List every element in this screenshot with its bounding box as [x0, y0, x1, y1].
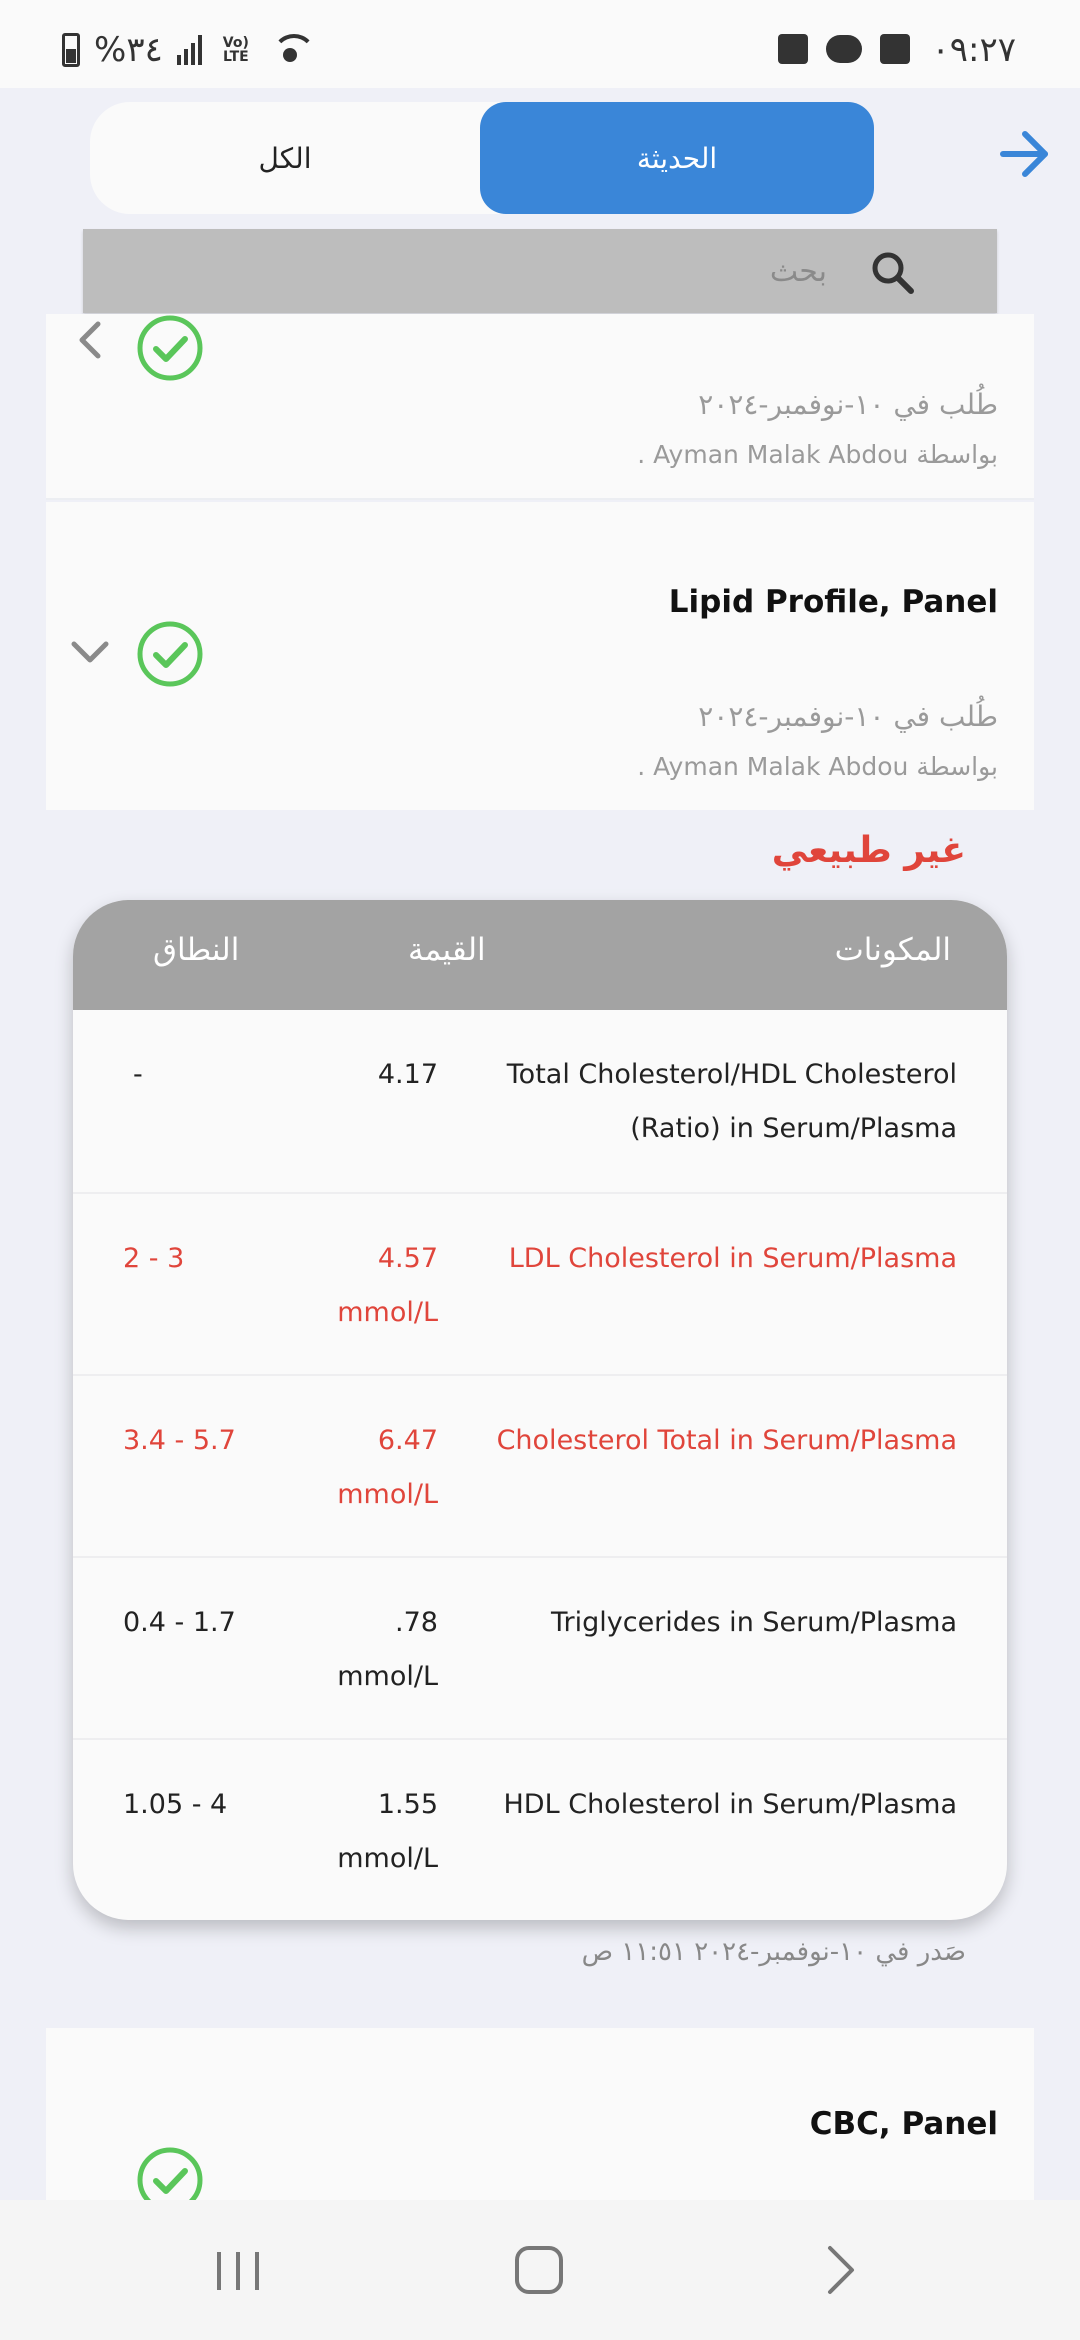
component-cell: Triglycerides in Serum/Plasma	[550, 1607, 957, 1638]
results-table	[73, 900, 1007, 1920]
signal-icon	[177, 35, 202, 65]
component-cell: LDL Cholesterol in Serum/Plasma	[508, 1243, 957, 1274]
wifi-icon	[270, 34, 314, 66]
search-icon[interactable]	[869, 249, 915, 295]
tab-all[interactable]: الكل	[258, 141, 312, 175]
range-cell: 2 - 3	[123, 1243, 185, 1274]
task-check-icon	[880, 34, 910, 64]
ordered-by: بواسطة Ayman Malak Abdou .	[637, 440, 998, 469]
arrow-right-icon	[995, 124, 1055, 184]
order-card-lipid[interactable]	[46, 502, 1034, 810]
filter-tabs	[90, 102, 874, 214]
message-icon	[826, 35, 862, 63]
component-cell: Total Cholesterol/HDL Cholesterol (Ratio) in Serum/Plasma	[506, 1059, 957, 1144]
value-cell: 4.57 mmol/L	[337, 1243, 438, 1328]
range-cell: -	[133, 1059, 143, 1090]
abnormal-label: غير طبيعي	[771, 830, 966, 871]
gallery-icon	[778, 34, 808, 64]
table-row	[73, 1738, 1007, 1920]
order-date: طُلب في ١٠-نوفمبر-٢٠٢٤	[698, 388, 998, 421]
value-cell: 4.17	[377, 1059, 438, 1090]
check-circle-icon	[136, 620, 204, 688]
issued-date: صَدر في ١٠-نوفمبر-٢٠٢٤ ١١:٥١ ص	[581, 1937, 966, 1967]
status-left-icons	[62, 30, 314, 70]
table-row	[73, 1374, 1007, 1556]
system-nav-bar	[0, 2200, 1080, 2340]
test-name: Lipid Profile, Panel	[668, 584, 998, 620]
order-date: طُلب في ١٠-نوفمبر-٢٠٢٤	[698, 700, 998, 733]
battery-level: %٣٤	[94, 30, 163, 70]
table-header	[73, 900, 1007, 1010]
check-circle-icon	[136, 314, 204, 382]
value-cell: .78 mmol/L	[337, 1607, 438, 1692]
recent-apps-icon[interactable]	[203, 2240, 273, 2300]
search-input[interactable]	[427, 247, 827, 295]
range-cell: 3.4 - 5.7	[123, 1425, 236, 1456]
header-component: المكونات	[834, 932, 951, 968]
status-right-icons	[778, 34, 910, 64]
table-row	[73, 1192, 1007, 1374]
component-cell: Cholesterol Total in Serum/Plasma	[496, 1425, 957, 1456]
status-time: ٠٩:٢٧	[931, 30, 1016, 70]
lte-indicator: Vo) LTE	[222, 35, 249, 65]
chevron-down-icon[interactable]	[70, 632, 110, 672]
status-bar	[0, 0, 1080, 88]
order-card[interactable]	[46, 314, 1034, 500]
chevron-left-icon[interactable]	[70, 320, 110, 360]
table-row	[73, 1556, 1007, 1738]
search-bar	[83, 229, 997, 313]
battery-icon	[62, 33, 80, 67]
test-name: CBC, Panel	[809, 2106, 998, 2142]
header-range: النطاق	[153, 932, 240, 968]
header-value: القيمة	[408, 932, 486, 968]
value-cell: 6.47 mmol/L	[337, 1425, 438, 1510]
back-nav-icon[interactable]	[806, 2240, 876, 2300]
tab-recent[interactable]: الحديثة	[480, 102, 874, 214]
table-row	[73, 1010, 1007, 1192]
home-icon[interactable]	[504, 2240, 574, 2300]
back-button[interactable]	[995, 124, 1055, 184]
order-card-cbc[interactable]	[46, 2028, 1034, 2208]
range-cell: 1.05 - 4	[123, 1789, 228, 1820]
ordered-by: بواسطة Ayman Malak Abdou .	[637, 752, 998, 781]
range-cell: 0.4 - 1.7	[123, 1607, 236, 1638]
value-cell: 1.55 mmol/L	[337, 1789, 438, 1874]
component-cell: HDL Cholesterol in Serum/Plasma	[503, 1789, 957, 1820]
